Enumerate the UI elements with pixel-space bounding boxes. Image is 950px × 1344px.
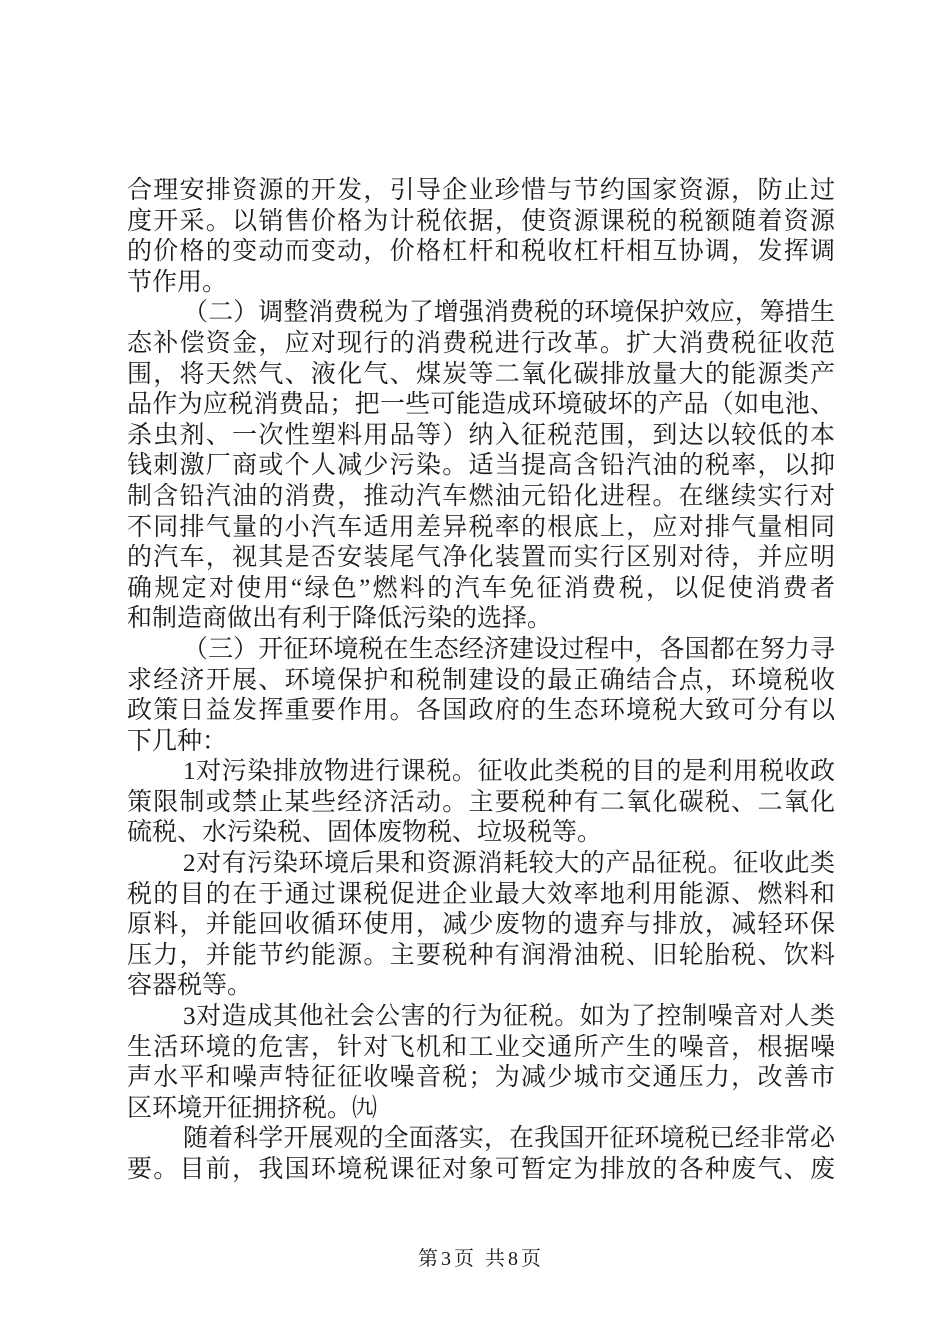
- document-text-block: [127, 176, 835, 1186]
- text-line: 求经济开展、环境保护和税制建设的最正确结合点，环境税收: [127, 666, 835, 694]
- page-footer: [127, 1242, 835, 1271]
- text-line: 确规定对使用“绿色”燃料的汽车免征消费税，以促使消费者: [127, 574, 835, 602]
- text-line: 钱刺激厂商或个人减少污染。适当提高含铅汽油的税率，以抑: [127, 452, 835, 480]
- text-line: 的汽车，视其是否安装尾气净化装置而实行区别对待，并应明: [127, 544, 835, 572]
- text-line: 区环境开征拥挤税。㈨: [127, 1094, 378, 1122]
- text-line: 2对有污染环境后果和资源消耗较大的产品征税。征收此类: [183, 850, 835, 878]
- text-line: 不同排气量的小汽车适用差异税率的根底上，应对排气量相同: [127, 513, 835, 541]
- text-line: （三）开征环境税在生态经济建设过程中，各国都在努力寻: [183, 635, 835, 663]
- text-line: 声水平和噪声特征征收噪音税；为减少城市交通压力，改善市: [127, 1064, 835, 1092]
- text-line: 的价格的变动而变动，价格杠杆和税收杠杆相互协调，发挥调: [127, 238, 835, 266]
- text-line: 下几种：: [127, 727, 228, 755]
- text-line: 制含铅汽油的消费，推动汽车燃油元铅化进程。在继续实行对: [127, 482, 835, 510]
- text-line: 压力，并能节约能源。主要税种有润滑油税、旧轮胎税、饮料: [127, 941, 835, 969]
- text-line: 围，将天然气、液化气、煤炭等二氧化碳排放量大的能源类产: [127, 360, 835, 388]
- text-line: 3对造成其他社会公害的行为征税。如为了控制噪音对人类: [183, 1003, 835, 1031]
- text-line: 品作为应税消费品；把一些可能造成环境破坏的产品（如电池、: [127, 391, 835, 419]
- text-line: 和制造商做出有利于降低污染的选择。: [127, 605, 553, 633]
- text-line: 原料，并能回收循环使用，减少废物的遗弃与排放，减轻环保: [127, 911, 835, 939]
- text-line: 度开采。以销售价格为计税依据，使资源课税的税额随着资源: [127, 207, 835, 235]
- text-line: 态补偿资金，应对现行的消费税进行改革。扩大消费税征收范: [127, 329, 835, 357]
- text-line: 1对污染排放物进行课税。征收此类税的目的是利用税收政: [183, 758, 835, 786]
- text-line: 硫税、水污染税、固体废物税、垃圾税等。: [127, 819, 603, 847]
- text-line: 节作用。: [127, 268, 228, 296]
- text-line: 策限制或禁止某些经济活动。主要税种有二氧化碳税、二氧化: [127, 788, 835, 816]
- text-line: 杀虫剂、一次性塑料用品等）纳入征税范围，到达以较低的本: [127, 421, 835, 449]
- text-line: 随着科学开展观的全面落实，在我国开征环境税已经非常必: [183, 1125, 835, 1153]
- text-line: 税的目的在于通过课税促进企业最大效率地利用能源、燃料和: [127, 880, 835, 908]
- page-number-indicator: 第3页 共8页: [418, 1248, 544, 1270]
- text-line: 要。目前，我国环境税课征对象可暂定为排放的各种废气、废: [127, 1156, 835, 1183]
- text-line: 生活环境的危害，针对飞机和工业交通所产生的噪音，根据噪: [127, 1033, 835, 1061]
- text-line: （二）调整消费税为了增强消费税的环境保护效应，筹措生: [183, 299, 835, 327]
- text-line: 合理安排资源的开发，引导企业珍惜与节约国家资源，防止过: [127, 177, 835, 204]
- text-line: 政策日益发挥重要作用。各国政府的生态环境税大致可分有以: [127, 697, 835, 725]
- text-line: 容器税等。: [127, 972, 253, 1000]
